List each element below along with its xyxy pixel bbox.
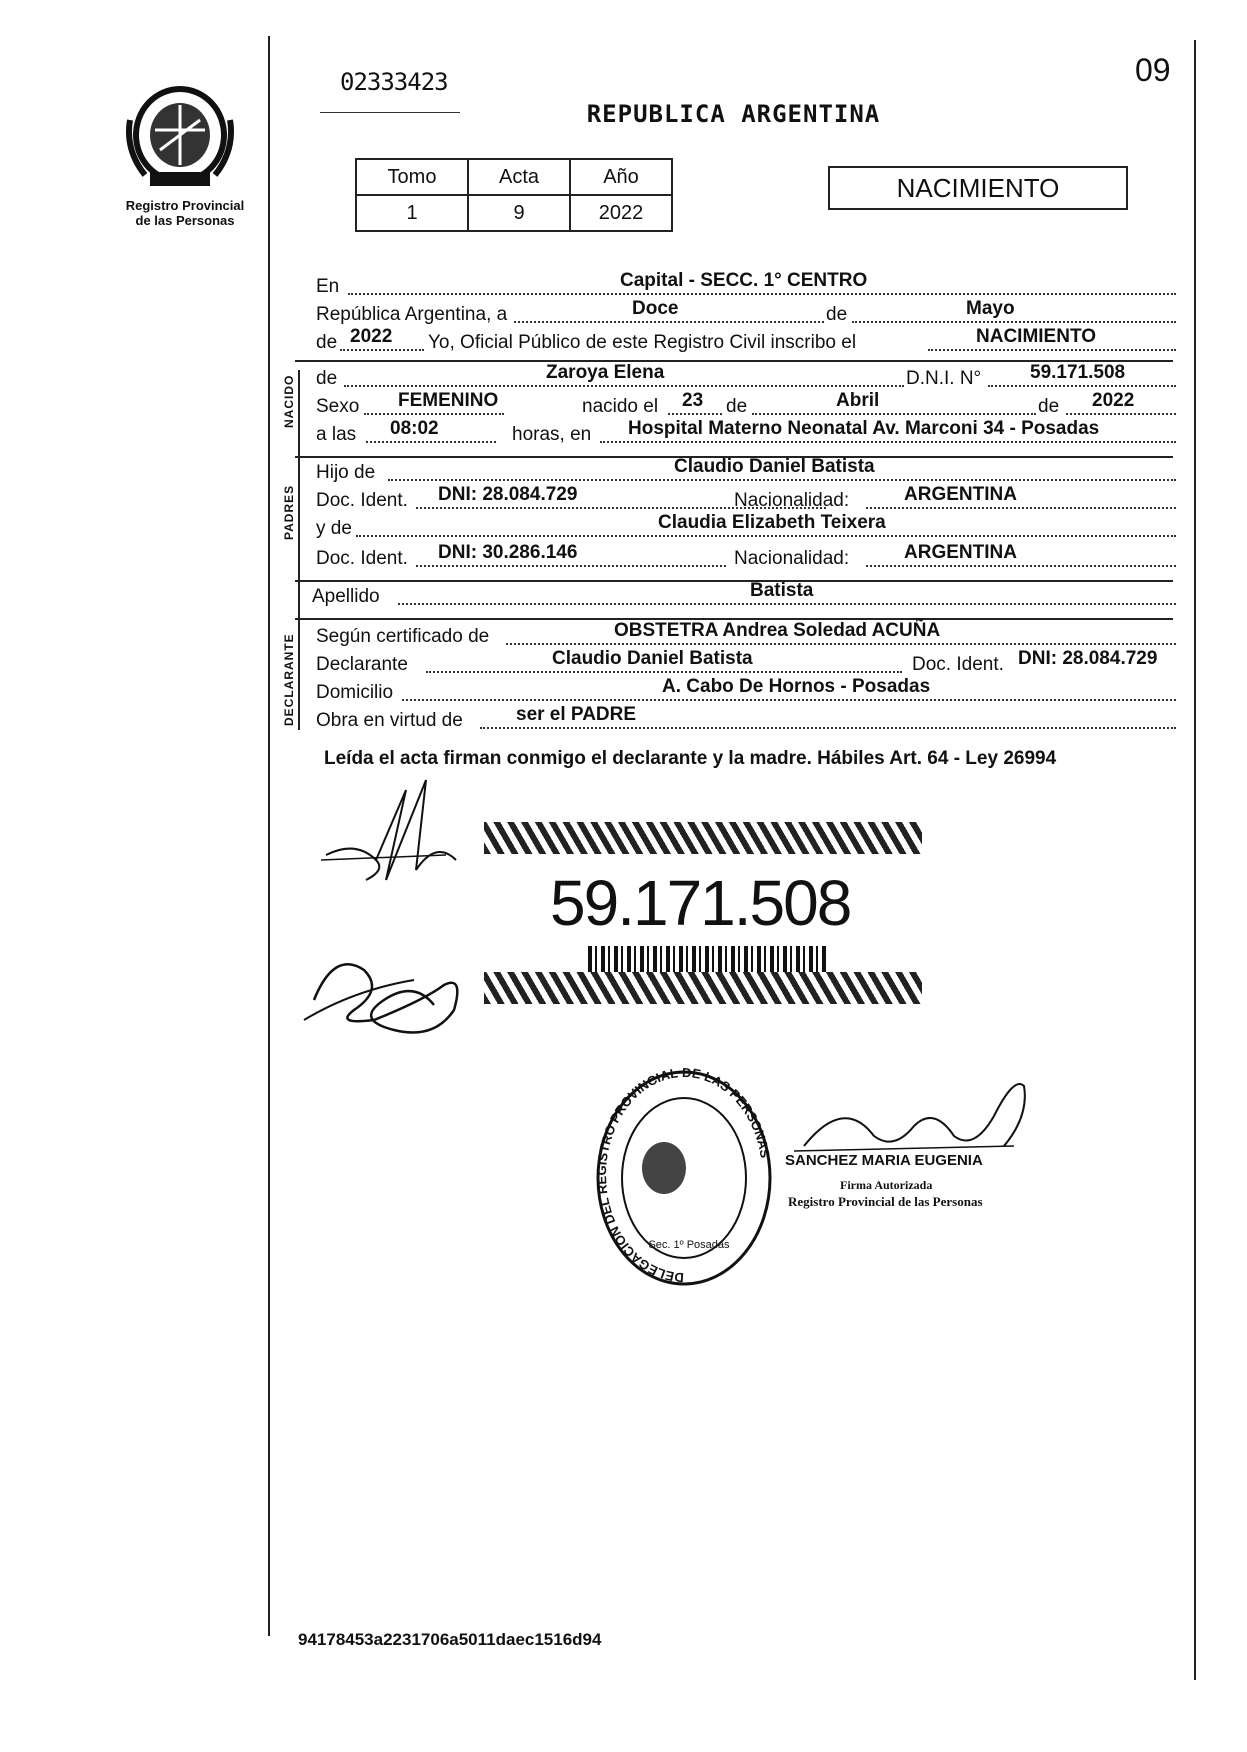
and-of-label: y de	[316, 518, 352, 539]
record-table	[355, 158, 673, 232]
value-anio: 2022	[570, 195, 672, 231]
dni-label: D.N.I. N°	[906, 368, 982, 389]
header-tomo: Tomo	[356, 159, 468, 195]
surname-value: Batista	[750, 580, 814, 601]
father-doc-value: DNI: 28.084.729	[438, 484, 578, 505]
dotted-line	[364, 413, 504, 415]
time-value: 08:02	[390, 418, 439, 439]
declarant-value: Claudio Daniel Batista	[552, 648, 753, 669]
act-value: NACIMIENTO	[976, 326, 1096, 347]
section-divider	[295, 580, 1173, 582]
row-by-virtue	[316, 704, 1176, 736]
id-number-stamp	[484, 822, 922, 1046]
mother-signature	[294, 930, 484, 1050]
mother-nationality-value: ARGENTINA	[904, 542, 1017, 563]
row-mother-doc	[316, 542, 1176, 574]
doc-label: Doc. Ident.	[316, 490, 408, 511]
document-type-box: NACIMIENTO	[828, 166, 1128, 210]
dotted-line	[600, 441, 1176, 443]
born-dni-value: 59.171.508	[1030, 362, 1126, 383]
row-year-act	[316, 326, 1176, 358]
month-value: Mayo	[966, 298, 1015, 319]
dotted-line	[1066, 413, 1176, 415]
sex-label: Sexo	[316, 396, 360, 417]
by-virtue-label: Obra en virtud de	[316, 710, 463, 731]
right-margin-line	[1194, 40, 1196, 1680]
footer-hash: 94178453a2231706a5011daec1516d94	[298, 1630, 602, 1649]
place-label: En	[316, 276, 340, 297]
stamp-band-bottom	[484, 972, 922, 1004]
dotted-line	[344, 385, 904, 387]
document-title: REPUBLICA ARGENTINA	[586, 100, 881, 128]
row-surname	[312, 580, 1176, 612]
de-label-1: de	[726, 396, 748, 417]
officer-text: Yo, Oficial Público de este Registro Civil inscribo el	[428, 332, 857, 353]
left-margin-line	[268, 36, 270, 1636]
official-role: Firma Autorizada	[840, 1178, 933, 1192]
born-name-value: Zaroya Elena	[546, 362, 665, 383]
stamp-number: 59.171.508	[550, 867, 851, 939]
dotted-line	[348, 293, 1176, 295]
dotted-line	[852, 321, 1176, 323]
declarant-label: Declarante	[316, 654, 408, 675]
father-nationality-value: ARGENTINA	[904, 484, 1017, 505]
mother-doc-value: DNI: 30.286.146	[438, 542, 578, 563]
de-label-2: de	[1038, 396, 1060, 417]
hours-label: horas, en	[512, 424, 592, 445]
born-label: nacido el	[582, 396, 659, 417]
dotted-line	[866, 507, 1176, 509]
dotted-line	[480, 727, 1176, 729]
dotted-line	[340, 349, 424, 351]
born-day-value: 23	[682, 390, 704, 411]
mother-name-value: Claudia Elizabeth Teixera	[658, 512, 886, 533]
page-number: 09	[1135, 52, 1171, 88]
official-name: SANCHEZ MARIA EUGENIA	[785, 1152, 983, 1169]
official-signature	[784, 1056, 1044, 1166]
place-value: Capital - SECC. 1° CENTRO	[620, 270, 868, 291]
value-tomo: 1	[356, 195, 468, 231]
registry-round-stamp	[594, 1068, 774, 1288]
cert-label: Según certificado de	[316, 626, 490, 647]
year-value: 2022	[350, 326, 393, 347]
row-place	[316, 270, 1176, 302]
dotted-line	[752, 413, 1036, 415]
dotted-line	[388, 479, 1176, 481]
born-year-value: 2022	[1092, 390, 1135, 411]
declarant-signature	[316, 770, 466, 900]
header-anio: Año	[570, 159, 672, 195]
dotted-line	[398, 603, 1176, 605]
surname-label: Apellido	[312, 586, 380, 607]
header-acta: Acta	[468, 159, 570, 195]
name-label: de	[316, 368, 338, 389]
dotted-line	[514, 321, 824, 323]
dotted-line	[928, 349, 1176, 351]
provincial-seal-icon	[120, 80, 240, 190]
address-label: Domicilio	[316, 682, 394, 703]
declarant-doc-label: Doc. Ident.	[912, 654, 1004, 675]
dotted-line	[866, 565, 1176, 567]
row-born-time-place	[316, 418, 1176, 450]
closing-text: Leída el acta firman conmigo el declarante y la madre. Hábiles Art. 64 - Ley 26994	[324, 748, 1057, 769]
time-label: a las	[316, 424, 357, 445]
dotted-line	[426, 671, 902, 673]
row-mother	[316, 512, 1176, 544]
dotted-line	[668, 413, 722, 415]
dotted-line	[402, 699, 1176, 701]
record-table-header-row	[356, 159, 672, 195]
section-label-padres: PADRES	[282, 484, 296, 540]
record-table-value-row	[356, 195, 672, 231]
registry-label-line2: de las Personas	[135, 213, 235, 228]
doc-label: Doc. Ident.	[316, 548, 408, 569]
declarant-doc-value: DNI: 28.084.729	[1018, 648, 1158, 669]
inner-section-line	[298, 370, 300, 730]
born-place-value: Hospital Materno Neonatal Av. Marconi 34 - Posadas	[628, 418, 1100, 439]
round-stamp-ring-text: DELEGACION DEL REGISTRO PROVINCIAL DE LAS PERSONAS	[594, 1068, 773, 1286]
de-label: de	[826, 304, 848, 325]
official-org: Registro Provincial de las Personas	[788, 1194, 983, 1209]
day-value: Doce	[632, 298, 679, 319]
section-label-nacido: NACIDO	[282, 374, 296, 428]
address-value: A. Cabo De Hornos - Posadas	[662, 676, 931, 697]
year-prefix: de	[316, 332, 338, 353]
registry-label-line1: Registro Provincial	[125, 198, 245, 213]
dotted-line	[356, 535, 1176, 537]
serial-number: 02333423	[340, 68, 448, 96]
nationality-label: Nacionalidad:	[734, 490, 850, 511]
dotted-line	[366, 441, 496, 443]
born-month-value: Abril	[836, 390, 880, 411]
section-label-declarante: DECLARANTE	[282, 633, 296, 726]
stamp-band-top	[484, 822, 922, 854]
sex-value: FEMENINO	[398, 390, 499, 411]
round-stamp-inner-text: Sec. 1º Posadas	[648, 1239, 730, 1251]
by-virtue-value: ser el PADRE	[516, 704, 637, 725]
row-address	[316, 676, 1176, 708]
dotted-line	[988, 385, 1176, 387]
registry-label	[100, 198, 270, 228]
country-label: República Argentina, a	[316, 304, 508, 325]
round-stamp-graphic	[594, 1068, 774, 1288]
value-acta: 9	[468, 195, 570, 231]
father-name-value: Claudio Daniel Batista	[674, 456, 875, 477]
dotted-line	[416, 565, 726, 567]
dotted-line	[506, 643, 1176, 645]
nationality-label: Nacionalidad:	[734, 548, 850, 569]
son-of-label: Hijo de	[316, 462, 376, 483]
cert-value: OBSTETRA Andrea Soledad ACUÑA	[614, 620, 941, 641]
